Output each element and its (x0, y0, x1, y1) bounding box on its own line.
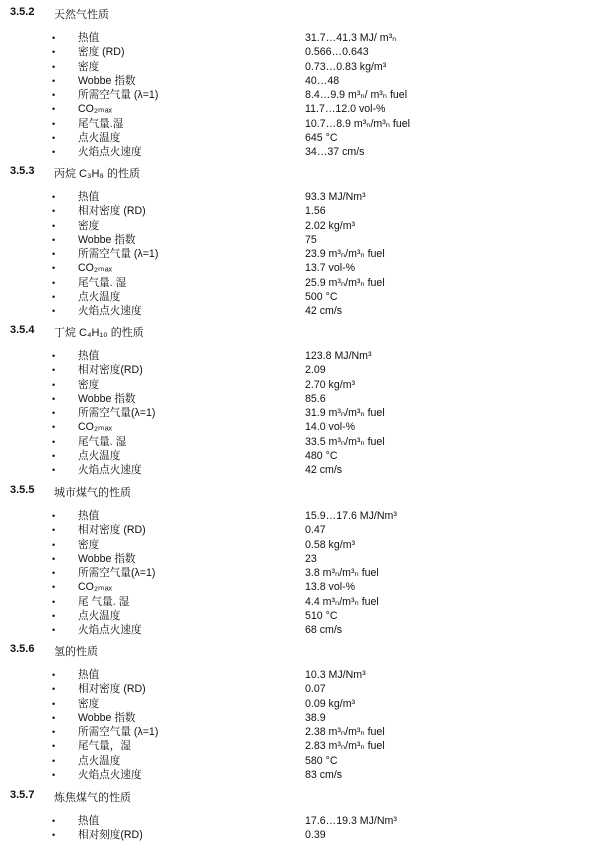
property-label: 所需空气量 (λ=1) (78, 726, 159, 739)
bullet-icon: • (52, 596, 56, 607)
property-label: 尾气量. 湿 (78, 276, 127, 289)
bullet-icon: • (52, 249, 56, 260)
property-label: 热值 (78, 815, 100, 827)
property-row (0, 349, 600, 363)
property-label: 密度 (78, 219, 100, 232)
bullet-icon: • (52, 422, 56, 433)
property-row (0, 523, 600, 537)
property-value: 10.3 MJ/Nm³ (305, 669, 366, 681)
bullet-icon: • (52, 220, 56, 231)
property-label: 点火温度 (78, 291, 121, 304)
property-row (0, 552, 600, 566)
property-value: 83 cm/s (305, 769, 343, 782)
property-value: 0.73…0.83 kg/m³ (305, 60, 387, 73)
bullet-icon: • (52, 755, 56, 766)
property-label: Wobbe 指数 (78, 233, 136, 246)
bullet-icon: • (52, 393, 56, 404)
bullet-icon: • (52, 698, 56, 709)
property-label: 热值 (78, 191, 100, 203)
property-row (0, 261, 600, 275)
property-row (0, 290, 600, 304)
property-value: 645 °C (305, 132, 338, 145)
property-row (0, 595, 600, 609)
section-3-5-3 (0, 165, 600, 319)
property-row (0, 828, 600, 842)
section-3-5-6 (0, 643, 600, 782)
property-row (0, 463, 600, 477)
bullet-icon: • (52, 670, 56, 680)
bullet-icon: • (52, 553, 56, 564)
property-value: 123.8 MJ/Nm³ (305, 350, 372, 362)
property-value: 11.7…12.0 vol-% (305, 103, 386, 116)
bullet-icon: • (52, 451, 56, 462)
property-row (0, 609, 600, 623)
property-row (0, 711, 600, 725)
property-value: 31.9 m³ₙ/m³ₙ fuel (305, 407, 385, 420)
bullet-icon: • (52, 90, 56, 101)
property-row (0, 31, 600, 45)
property-row (0, 739, 600, 753)
bullet-icon: • (52, 436, 56, 447)
section-3-5-4 (0, 324, 600, 478)
property-label: 相对刻度(RD) (78, 829, 143, 842)
property-value: 1.56 (305, 205, 326, 218)
bullet-icon: • (52, 192, 56, 202)
property-label: Wobbe 指数 (78, 392, 136, 405)
property-value: 4.4 m³ₙ/m³ₙ fuel (305, 595, 379, 608)
property-row (0, 697, 600, 711)
property-row (0, 449, 600, 463)
bullet-icon: • (52, 408, 56, 419)
property-value: 13.8 vol-% (305, 581, 356, 594)
property-row (0, 131, 600, 145)
property-row (0, 304, 600, 318)
property-label: 火焰点火速度 (78, 624, 142, 637)
bullet-icon: • (52, 147, 56, 158)
property-label: 热值 (78, 510, 100, 522)
section-number: 3.5.3 (10, 165, 35, 177)
property-row (0, 623, 600, 637)
property-row (0, 668, 600, 682)
section-number: 3.5.6 (10, 643, 35, 655)
property-row (0, 247, 600, 261)
property-row (0, 682, 600, 696)
section-number: 3.5.2 (10, 6, 35, 18)
property-label: 点火温度 (78, 132, 121, 145)
bullet-icon: • (52, 684, 56, 695)
property-value: 93.3 MJ/Nm³ (305, 191, 366, 203)
property-label: CO₂ₘₐₓ (78, 421, 113, 434)
property-value: 2.83 m³ₙ/m³ₙ fuel (305, 740, 385, 753)
bullet-icon: • (52, 133, 56, 144)
property-row (0, 60, 600, 74)
property-label: 尾 气量. 湿 (78, 595, 130, 608)
property-value: 23.9 m³ₙ/m³ₙ fuel (305, 248, 385, 261)
bullet-icon: • (52, 770, 56, 781)
section-heading (0, 643, 600, 659)
bullet-icon: • (52, 61, 56, 72)
property-value: 14.0 vol-% (305, 421, 356, 434)
property-value: 580 °C (305, 754, 338, 767)
property-value: 0.07 (305, 683, 326, 696)
property-label: Wobbe 指数 (78, 74, 136, 87)
bullet-icon: • (52, 277, 56, 288)
property-row (0, 45, 600, 59)
property-row (0, 102, 600, 116)
property-value: 33.5 m³ₙ/m³ₙ fuel (305, 435, 385, 448)
property-label: CO₂ₘₐₓ (78, 581, 113, 594)
bullet-icon: • (52, 351, 56, 361)
bullet-icon: • (52, 525, 56, 536)
bullet-icon: • (52, 741, 56, 752)
section-3-5-7 (0, 789, 600, 843)
section-title: 城市煤气的性质 (54, 487, 131, 499)
property-value: 0.58 kg/m³ (305, 538, 356, 551)
property-value: 510 °C (305, 610, 338, 623)
section-heading (0, 6, 600, 22)
section-heading (0, 484, 600, 500)
bullet-icon: • (52, 727, 56, 738)
property-row (0, 420, 600, 434)
property-row (0, 88, 600, 102)
section-heading (0, 165, 600, 181)
bullet-icon: • (52, 234, 56, 245)
property-row (0, 392, 600, 406)
bullet-icon: • (52, 568, 56, 579)
property-label: 火焰点火速度 (78, 769, 142, 782)
property-row (0, 204, 600, 218)
property-row (0, 378, 600, 392)
property-label: 密度 (78, 60, 100, 73)
property-row (0, 754, 600, 768)
property-label: 尾气量. 湿 (78, 435, 127, 448)
bullet-icon: • (52, 611, 56, 622)
property-label: 相对密度(RD) (78, 364, 143, 377)
property-label: 热值 (78, 350, 100, 362)
property-row (0, 435, 600, 449)
property-row (0, 219, 600, 233)
property-row (0, 74, 600, 88)
bullet-icon: • (52, 582, 56, 593)
property-value: 2.02 kg/m³ (305, 219, 356, 232)
property-row (0, 406, 600, 420)
bullet-icon: • (52, 539, 56, 550)
bullet-icon: • (52, 206, 56, 217)
property-row (0, 814, 600, 828)
bullet-icon: • (52, 712, 56, 723)
property-label: 所需空气量 (λ=1) (78, 248, 159, 261)
property-value: 31.7…41.3 MJ/ m³ₙ (305, 32, 397, 44)
property-row (0, 276, 600, 290)
property-value: 8.4…9.9 m³ₙ/ m³ₙ fuel (305, 89, 408, 102)
property-value: 0.39 (305, 829, 326, 842)
bullet-icon: • (52, 511, 56, 521)
bullet-icon: • (52, 306, 56, 317)
property-value: 23 (305, 552, 317, 565)
property-value: 40…48 (305, 74, 340, 87)
bullet-icon: • (52, 118, 56, 129)
property-row (0, 117, 600, 131)
property-row (0, 363, 600, 377)
bullet-icon: • (52, 292, 56, 303)
property-value: 34…37 cm/s (305, 146, 365, 159)
property-label: CO₂ₘₐₓ (78, 103, 113, 116)
property-label: 火焰点火速度 (78, 146, 142, 159)
property-value: 25.9 m³ₙ/m³ₙ fuel (305, 276, 385, 289)
section-title: 炼焦煤气的性质 (54, 792, 131, 804)
section-3-5-2 (0, 6, 600, 160)
property-row (0, 538, 600, 552)
bullet-icon: • (52, 365, 56, 376)
property-label: 所需空气量(λ=1) (78, 567, 156, 580)
property-label: CO₂ₘₐₓ (78, 262, 113, 275)
section-title: 丙烷 C₃H₈ 的性质 (54, 168, 141, 180)
property-value: 10.7…8.9 m³ₙ/m³ₙ fuel (305, 117, 410, 130)
property-label: 热值 (78, 669, 100, 681)
property-label: 密度 (RD) (78, 46, 125, 59)
property-row (0, 190, 600, 204)
property-row (0, 509, 600, 523)
property-value: 85.6 (305, 392, 326, 405)
section-heading (0, 324, 600, 340)
property-label: 相对密度 (RD) (78, 683, 146, 696)
bullet-icon: • (52, 816, 56, 826)
property-value: 38.9 (305, 711, 326, 724)
property-label: 热值 (78, 32, 100, 44)
property-value: 15.9…17.6 MJ/Nm³ (305, 510, 397, 522)
section-title: 天然气性质 (54, 9, 109, 21)
property-label: 点火温度 (78, 450, 121, 463)
bullet-icon: • (52, 625, 56, 636)
property-value: 0.566…0.643 (305, 46, 369, 59)
property-label: 相对密度 (RD) (78, 524, 146, 537)
property-value: 3.8 m³ₙ/m³ₙ fuel (305, 567, 379, 580)
property-row (0, 145, 600, 159)
property-value: 2.70 kg/m³ (305, 378, 356, 391)
bullet-icon: • (52, 33, 56, 43)
section-number: 3.5.7 (10, 789, 35, 801)
property-label: 密度 (78, 697, 100, 710)
section-title: 丁烷 C₄H₁₀ 的性质 (54, 327, 144, 339)
property-label: 尾气量.湿 (78, 117, 124, 130)
property-label: 点火温度 (78, 610, 121, 623)
bullet-icon: • (52, 104, 56, 115)
property-label: 密度 (78, 538, 100, 551)
property-value: 42 cm/s (305, 464, 343, 477)
property-row (0, 725, 600, 739)
property-value: 17.6…19.3 MJ/Nm³ (305, 815, 397, 827)
section-heading (0, 789, 600, 805)
property-row (0, 233, 600, 247)
bullet-icon: • (52, 379, 56, 390)
property-label: 相对密度 (RD) (78, 205, 146, 218)
section-title: 氢的性质 (54, 646, 98, 658)
property-label: 所需空气量(λ=1) (78, 407, 156, 420)
property-value: 42 cm/s (305, 305, 343, 318)
bullet-icon: • (52, 263, 56, 274)
property-label: Wobbe 指数 (78, 711, 136, 724)
section-3-5-5 (0, 484, 600, 638)
property-value: 0.09 kg/m³ (305, 697, 356, 710)
section-number: 3.5.5 (10, 484, 35, 496)
bullet-icon: • (52, 465, 56, 476)
property-row (0, 566, 600, 580)
property-label: 尾气量，湿 (78, 740, 131, 753)
bullet-icon: • (52, 830, 56, 841)
property-value: 0.47 (305, 524, 326, 537)
bullet-icon: • (52, 75, 56, 86)
property-value: 2.38 m³ₙ/m³ₙ fuel (305, 726, 385, 739)
property-row (0, 768, 600, 782)
bullet-icon: • (52, 47, 56, 58)
property-value: 500 °C (305, 291, 338, 304)
property-value: 68 cm/s (305, 624, 343, 637)
property-label: 密度 (78, 378, 100, 391)
property-label: Wobbe 指数 (78, 552, 136, 565)
section-number: 3.5.4 (10, 324, 35, 336)
property-value: 13.7 vol-% (305, 262, 356, 275)
property-label: 所需空气量 (λ=1) (78, 89, 159, 102)
property-value: 75 (305, 233, 317, 246)
property-value: 2.09 (305, 364, 326, 377)
property-row (0, 580, 600, 594)
property-value: 480 °C (305, 450, 338, 463)
property-label: 火焰点火速度 (78, 305, 142, 318)
property-label: 火焰点火速度 (78, 464, 142, 477)
property-label: 点火温度 (78, 754, 121, 767)
